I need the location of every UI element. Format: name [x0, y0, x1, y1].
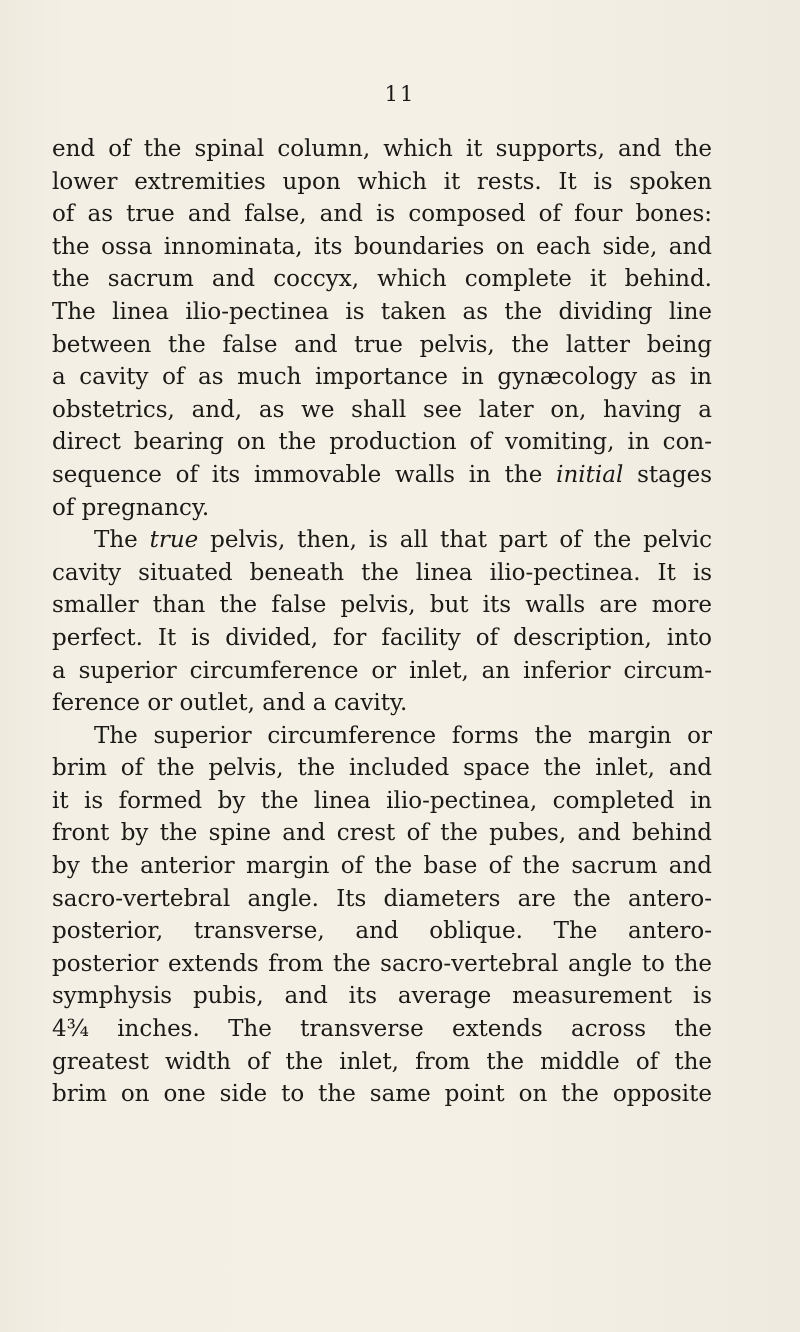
text-line: the ossa innominata, its boundaries on each side, and: [52, 233, 712, 260]
body-text: [52, 133, 712, 1111]
text-line: perfect. It is divided, for facility of description, into: [52, 624, 712, 651]
text-line: obstetrics, and, as we shall see later on, having a: [52, 396, 712, 423]
text-line: of as true and false, and is composed of four bones:: [52, 201, 712, 228]
text-line: a cavity of as much importance in gynæcology as in: [52, 364, 712, 391]
text-line: The superior circumference forms the margin or: [94, 722, 712, 749]
text-line: ference or outlet, and a cavity.: [52, 690, 408, 717]
text-segment: sequence of its immovable walls in the: [52, 461, 557, 488]
text-line: greatest width of the inlet, from the middle of the: [52, 1048, 712, 1075]
italic-word: initial: [556, 461, 624, 488]
text-line: lower extremities upon which it rests. It is spoken: [52, 168, 712, 195]
text-line: between the false and true pelvis, the latter being: [52, 331, 712, 358]
text-line: end of the spinal column, which it supports, and the: [52, 136, 712, 162]
text-segment: pelvis, then, is all that part of the pelvic: [198, 527, 712, 554]
text-line: by the anterior margin of the base of the sacrum and: [52, 853, 712, 880]
text-segment: stages: [623, 461, 712, 488]
text-line: [52, 524, 712, 557]
text-line: brim of the pelvis, the included space the inlet, and: [52, 755, 712, 782]
text-line: brim on one side to the same point on the opposite: [52, 1081, 712, 1108]
text-line: The linea ilio-pectinea is taken as the dividing line: [52, 298, 712, 325]
text-line: 4¾ inches. The transverse extends across the: [52, 1016, 712, 1043]
page-number: 11: [384, 82, 416, 106]
text-line: it is formed by the linea ilio-pectinea, completed in: [52, 787, 712, 814]
text-line: [52, 459, 712, 492]
text-segment: The: [94, 527, 150, 554]
text-line: the sacrum and coccyx, which complete it behind.: [52, 266, 712, 293]
text-line: a superior circumference or inlet, an inferior circum-: [52, 657, 712, 684]
text-line: sacro-vertebral angle. Its diameters are the antero-: [52, 885, 712, 912]
italic-word: true: [149, 527, 199, 554]
text-line: posterior, transverse, and oblique. The antero-: [52, 918, 712, 945]
text-line: direct bearing on the production of vomiting, in con-: [52, 429, 712, 456]
text-line: symphysis pubis, and its average measurement is: [52, 983, 712, 1010]
text-line: of pregnancy.: [52, 494, 210, 521]
text-line: smaller than the false pelvis, but its walls are more: [52, 592, 712, 619]
text-line: posterior extends from the sacro-vertebral angle to the: [52, 950, 712, 977]
text-line: cavity situated beneath the linea ilio-pectinea. It is: [52, 559, 712, 586]
text-line: front by the spine and crest of the pubes, and behind: [52, 820, 712, 847]
